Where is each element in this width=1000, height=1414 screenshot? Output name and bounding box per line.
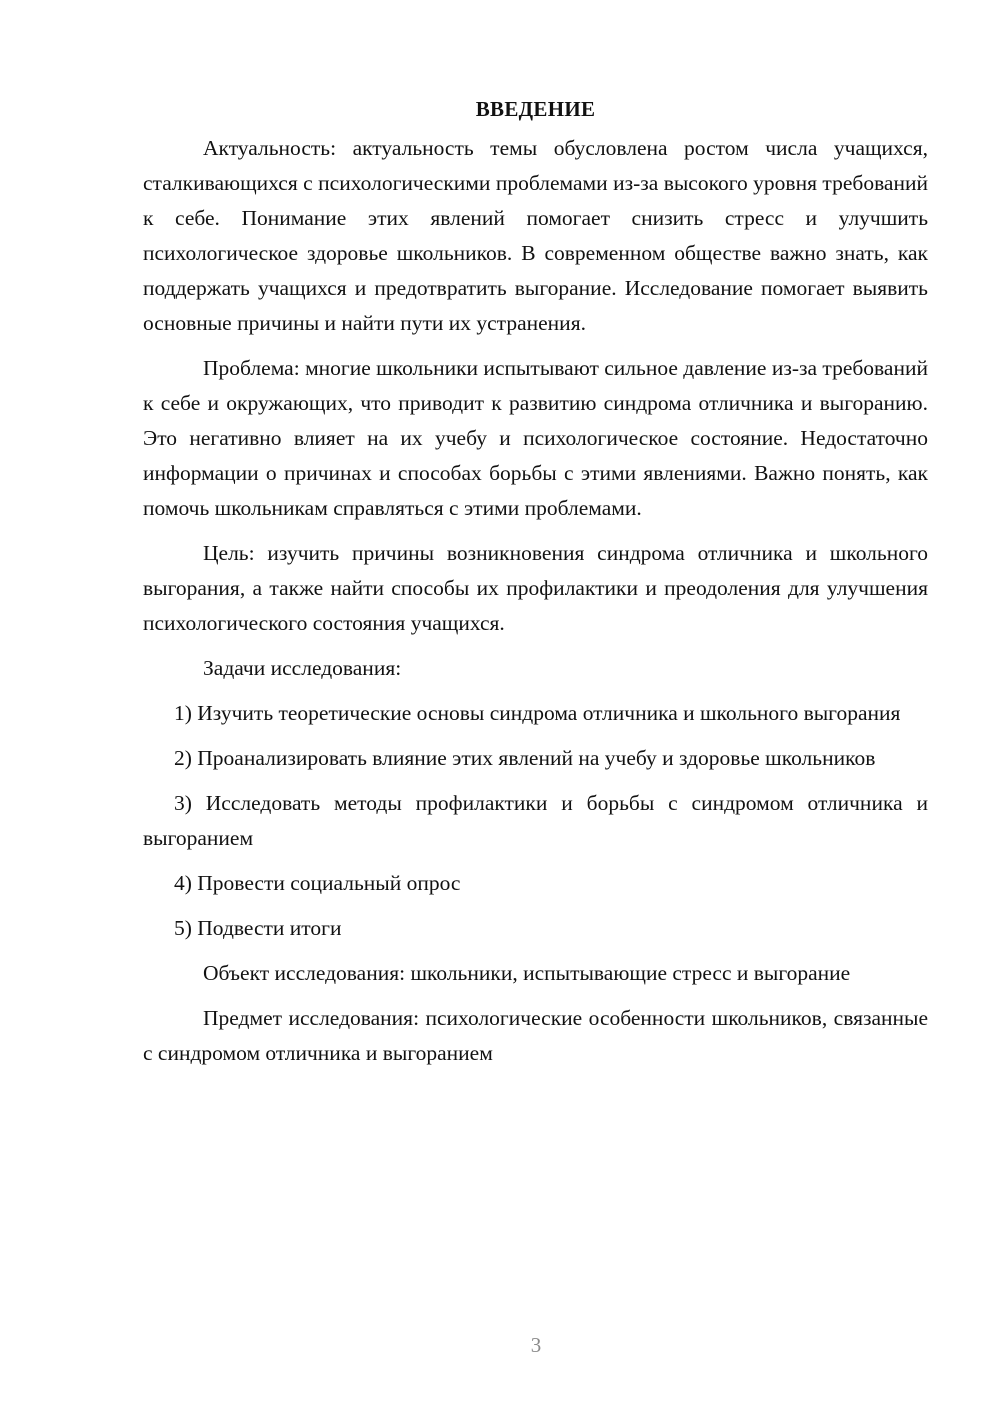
object-paragraph: Объект исследования: школьники, испытывающие стресс и выгорание: [203, 961, 851, 985]
task-item-4: 4) Провести социальный опрос: [174, 871, 461, 895]
task-item-5: 5) Подвести итоги: [174, 916, 342, 940]
subject-paragraph: Предмет исследования: психологические особенности школьников, связанные с синдромом отличника и выгоранием: [143, 1006, 928, 1065]
task-item-3: 3) Исследовать методы профилактики и борьбы с синдромом отличника и выгоранием: [143, 791, 928, 850]
document-page: [143, 92, 928, 1071]
page-number: 3: [530, 1333, 542, 1357]
tasks-heading: Задачи исследования:: [203, 656, 402, 680]
task-item-1: 1) Изучить теоретические основы синдрома отличника и школьного выгорания: [174, 701, 901, 725]
section-title: ВВЕДЕНИЕ: [475, 97, 596, 121]
problem-paragraph: Проблема: многие школьники испытывают сильное давление из-за требований к себе и окружающих, что приводит к развитию синдрома отличника и выгоранию. Это негативно влияет на их учебу и психологическое состояние. Недостаточно информации о причинах и способах борьбы с этими явлениями. Важно понять, как помочь школьникам справляться с этими проблемами.: [143, 356, 928, 520]
task-item-2: 2) Проанализировать влияние этих явлений на учебу и здоровье школьников: [174, 746, 876, 770]
relevance-paragraph: Актуальность: актуальность темы обусловлена ростом числа учащихся, сталкивающихся с психологическими проблемами из-за высокого уровня требований к себе. Понимание этих явлений помогает снизить стресс и улучшить психологическое здоровье школьников. В современном обществе важно знать, как поддержать учащихся и предотвратить выгорание. Исследование помогает выявить основные причины и найти пути их устранения.: [143, 136, 928, 335]
goal-paragraph: Цель: изучить причины возникновения синдрома отличника и школьного выгорания, а также найти способы их профилактики и преодоления для улучшения психологического состояния учащихся.: [143, 541, 928, 635]
